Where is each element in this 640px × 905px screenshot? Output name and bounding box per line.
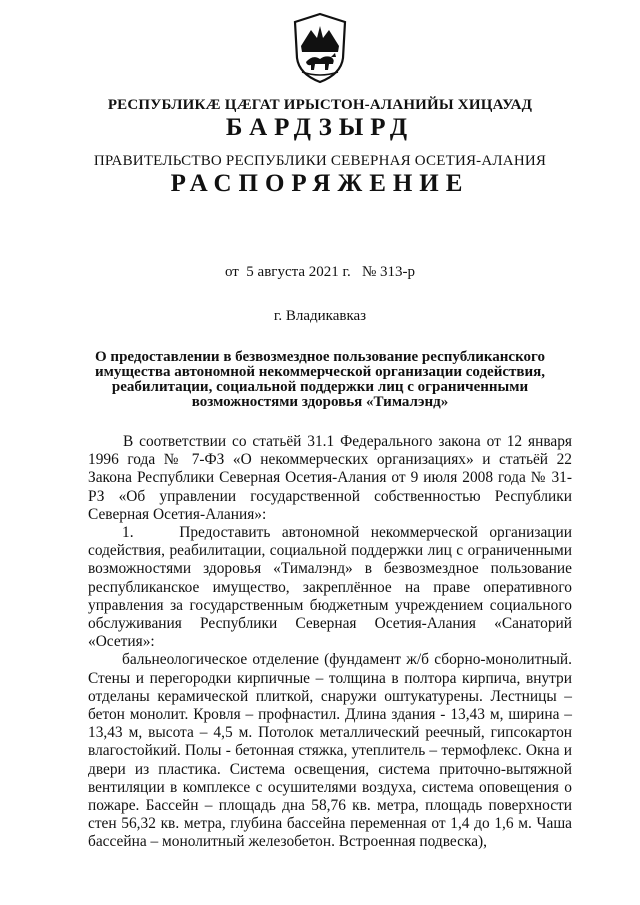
ossetian-document-type: БАРДЗЫРД xyxy=(225,114,415,141)
document-number: № 313-р xyxy=(361,264,416,280)
paragraph-preamble: В соответствии со статьёй 31.1 Федерального закона от 12 января 1996 года № 7-ФЗ «О некоммерческих организациях» и статьёй 22 Закона Республики Северная Осетия-Алания от 9 июля 2008 года № 31-РЗ «Об управлении государственной собственностью Республики Северная Осетия-Алания»: xyxy=(88,433,572,523)
document-city: г. Владикавказ xyxy=(273,308,367,324)
document-title: О предоставлении в безвозмездное пользование республиканского имущества автономной некоммерческой организации содействия, реабилитации, социальной поддержки лиц с ограниченными возможностями здоровья «Тималэнд» xyxy=(95,349,545,410)
document-body xyxy=(88,433,572,852)
russian-document-type: РАСПОРЯЖЕНИЕ xyxy=(170,170,470,197)
ossetian-government-name: РЕСПУБЛИКӔ ЦӔГАТ ИРЫСТОН-АЛАНИЙЫ ХИЦАУАД xyxy=(107,97,533,113)
document-date: от 5 августа 2021 г. xyxy=(224,264,351,280)
document-date-line xyxy=(0,264,640,281)
coat-of-arms-emblem xyxy=(289,12,351,84)
russian-government-name: ПРАВИТЕЛЬСТВО РЕСПУБЛИКИ СЕВЕРНАЯ ОСЕТИЯ-АЛАНИЯ xyxy=(93,153,547,169)
paragraph-item-1: 1. Предоставить автономной некоммерческой организации содействия, реабилитации, социальной поддержки лиц с ограниченными возможностями здоровья «Тималэнд» в безвозмездное пользование республиканское имущество, закреплённое на праве оперативного управления за государственным бюджетным учреждением социального обслуживания Республики Северная Осетия-Алания «Санаторий «Осетия»: xyxy=(88,524,572,651)
paragraph-property-description: бальнеологическое отделение (фундамент ж/б сборно-монолитный. Стены и перегородки кирпичные – толщина в полтора кирпича, внутри отделаны керамической плиткой, снаружи оштукатурены. Лестницы – бетон монолит. Кровля – профнастил. Длина здания - 13,43 м, ширина – 13,43 м, высота – 4,5 м. Потолок металлический реечный, гипсокартон влагостойкий. Полы - бетонная стяжка, утеплитель – термофлекс. Окна и двери из пластика. Система освещения, система приточно-вытяжной вентиляции в комплексе с осушителями воздуха, система оповещения о пожаре. Бассейн – площадь дна 58,76 кв. метра, площадь поверхности стен 56,32 кв. метра, глубина бассейна переменная от 1,4 до 1,6 м. Чаша бассейна – монолитный железобетон. Встроенная подвеска), xyxy=(88,651,572,851)
